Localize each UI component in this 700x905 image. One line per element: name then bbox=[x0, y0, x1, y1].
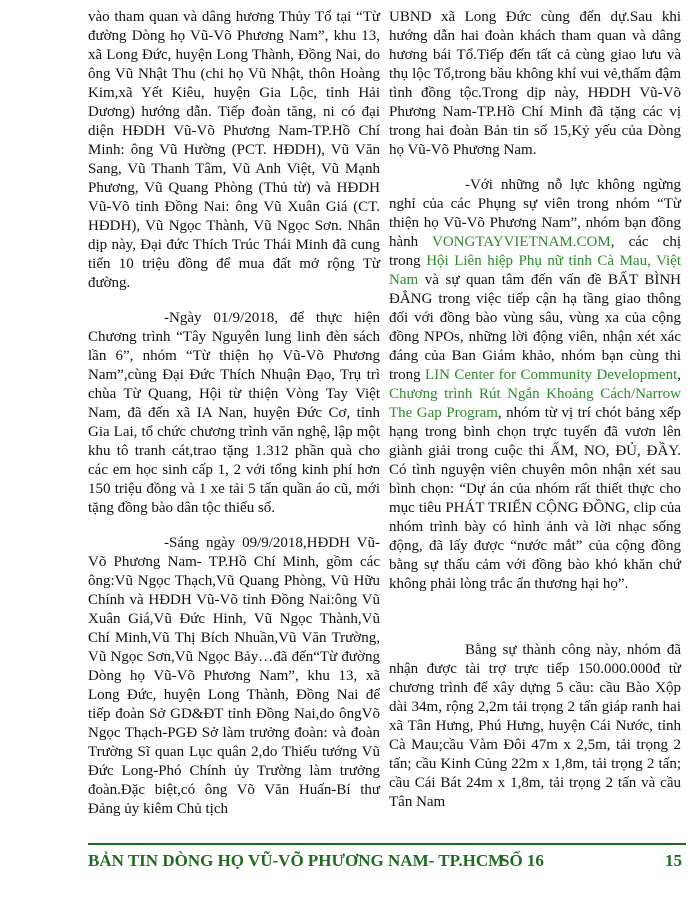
lin-center-link[interactable]: LIN Center for Community Development bbox=[425, 367, 678, 383]
left-paragraph-1: vào tham quan và dâng hương Thủy Tổ tại “Từ đường Dòng họ Vũ-Võ Phương Nam”, khu 13, xã Long Đức, huyện Long Thành, Đồng Nai, do ông Vũ Nhật Thu (chi họ Vũ Nhật, thôn Hoàng Kim,xã Yết Kiêu, huyện Gia Lộc, tỉnh Hải Dương) hướng dẫn. Tiếp đoàn tăng, ni có đại diện HĐDH Vũ-Võ Phương Nam-TP.Hồ Chí Minh: ông Vũ Hường (PCT. HĐDH), Vũ Văn Sang, Vũ Thanh Tâm, Vũ Anh Việt, Vũ Mạnh Phương, Vũ Quang Phòng (Thủ từ) và HĐDH Vũ-Võ tỉnh Đồng Nai: ông Vũ Xuân Giá (CT. HĐDH), Vũ Ngọc Thành, Vũ Ngọc Sơn. Nhân dịp này, Đại đức Thích Trúc Thái Minh đã cung tiến 10 triệu đồng để mua đất mở rộng Từ đường. bbox=[88, 9, 384, 291]
paragraph-gap bbox=[88, 293, 380, 309]
paragraph-gap bbox=[389, 160, 681, 176]
right-paragraph-1: UBND xã Long Đức cùng đến dự.Sau khi hướng dẫn hai đoàn khách tham quan và dâng hương bái Tổ.Tiếp đến tất cả cùng giao lưu và thụ lộc Tổ,trong bầu không khí vui vẻ,thấm đậm tình đồng tộc.Trong dịp này, HĐDH Vũ-Võ Phương Nam-TP.Hồ Chí Minh đã tặng các vị trong hai đoàn Bản tin số 15,Kỷ yếu của Dòng họ Vũ-Võ Phương Nam. bbox=[389, 9, 685, 158]
right-paragraph-3: Bằng sự thành công này, nhóm đã nhận được tài trợ trực tiếp 150.000.000đ từ chương trình để xây dựng 5 cầu: cầu Bào Xộp dài 34m, rộng 2,2m tải trọng 2 tấn giáp ranh hai xã Tân Hưng, Phú Hưng, huyện Cái Nước, tỉnh Cà Mau;cầu Vàm Đôi 47m x 2,5m, tải trọng 2 tấn; cầu Kinh Củng 22m x 1,8m, tải trọng 2 tấn; cầu Cái Bát 24m x 1,8m, tải trọng 2 tấn và cầu Tân Nam bbox=[389, 642, 685, 810]
paragraph-gap bbox=[88, 518, 380, 534]
footer-divider bbox=[88, 843, 686, 845]
paragraph-text: và sự quan tâm đến vấn đề BẤT BÌNH ĐẲNG trong việc tiếp cận hạ tầng giao thông đối với đồng bào vùng sâu, vùng xa của cộng đồng NPOs, những lời động viên, nhận xét xác đáng của Ban Giám khảo, nhóm bạn cùng thi trong bbox=[389, 272, 685, 383]
paragraph-text: -Với những nỗ lực không ngừng nghỉ của các Phụng sự viên trong nhóm “Từ thiện họ Vũ-Võ Phương Nam”, nhóm bạn đồng hành bbox=[389, 177, 685, 250]
issue-number: SỐ 16 bbox=[500, 851, 544, 870]
vongtayvietnam-link[interactable]: VONGTAYVIETNAM.COM bbox=[432, 234, 611, 250]
paragraph-text: , nhóm từ vị trí chót bảng xếp hạng trong bình chọn trực tuyến đã vươn lên giành giải trong cuộc thi ẤM, NO, ĐỦ, ĐẦY. Có tình nguyện viên chuyên môn nhận xét sau bình chọn: “Dự án của nhóm rất thiết thực cho mục tiêu PHÁT TRIỂN CỘNG ĐỒNG, clip của nhóm trình bày có hình ảnh và lời nhạc sống động, đã lấy được “nước mắt” của cộng đồng bằng sự thấu cảm với đồng bào khó khăn chứ không phải lòng trắc ẩn thương hại họ”. bbox=[389, 405, 685, 592]
paragraph-text: , các chị trong bbox=[389, 234, 685, 269]
paragraph-text: , bbox=[677, 367, 685, 383]
left-column bbox=[88, 8, 384, 819]
paragraph-gap bbox=[389, 594, 681, 641]
left-paragraph-3: -Sáng ngày 09/9/2018,HĐDH Vũ-Võ Phương Nam- TP.Hồ Chí Minh, gồm các ông:Vũ Ngọc Thạch,Vũ Quang Phòng, Vũ Hữu Chính và HĐDH Vũ-Võ tỉnh Đồng Nai:ông Vũ Xuân Giá,Vũ Đức Hinh, Vũ Ngọc Thành,Vũ Chí Minh,Vũ Thị Bích Nhuần,Vũ Văn Trường, Vũ Ngọc Sơn,Vũ Ngọc Bảy…đã đến“Từ đường Dòng họ Vũ-Võ Phương Nam”, khu 13, xã Long Đức, huyện Long Thành, Đồng Nai để tiếp đoàn Sở GD&ĐT tỉnh Đồng Nai,do ôngVõ Ngọc Thạch-PGĐ Sở làm trưởng đoàn: và đoàn Trường Sĩ quan Lục quân 2,do Thiếu tướng Vũ Đức Long-Phó Chính ủy Trường làm trưởng đoàn.Đặc biệt,có ông Võ Văn Huấn-Bí thư Đảng ủy kiêm Chủ tịch bbox=[88, 535, 384, 817]
narrow-the-gap-link[interactable]: Chương trình Rút Ngắn Khoảng Cách/Narrow The Gap Program bbox=[389, 386, 685, 421]
right-paragraph-2 bbox=[389, 176, 685, 594]
right-column bbox=[389, 8, 685, 812]
page-number: 15 bbox=[665, 851, 682, 870]
page-footer bbox=[88, 851, 682, 875]
newsletter-title: BẢN TIN DÒNG HỌ VŨ-VÕ PHƯƠNG NAM- TP.HCM bbox=[88, 851, 505, 870]
left-paragraph-2: -Ngày 01/9/2018, để thực hiện Chương trình “Tây Nguyên lung linh đèn sách lần 6”, nhóm “Từ thiện họ Vũ-Võ Phương Nam”,cùng Đại Đức Thích Nhuận Đạo, Trụ trì chùa Từ Quang, Hội từ thiện Vòng Tay Việt Nam, đã đến xã IA Nan, huyện Đức Cơ, tỉnh Gia Lai, tổ chức chương trình văn nghệ, lập một khu tô tranh cát,trao tặng 1.312 phần quà cho các em học sinh cấp 1, 2 với tổng kinh phí hơn 150 triệu đồng và 1 xe tải 5 tấn quần áo cũ, mới tặng đồng bào dân tộc thiểu số. bbox=[88, 310, 384, 516]
hoi-lien-hiep-phu-nu-link[interactable]: Hội Liên hiệp Phụ nữ tỉnh Cà Mau, Việt Nam bbox=[389, 253, 685, 288]
